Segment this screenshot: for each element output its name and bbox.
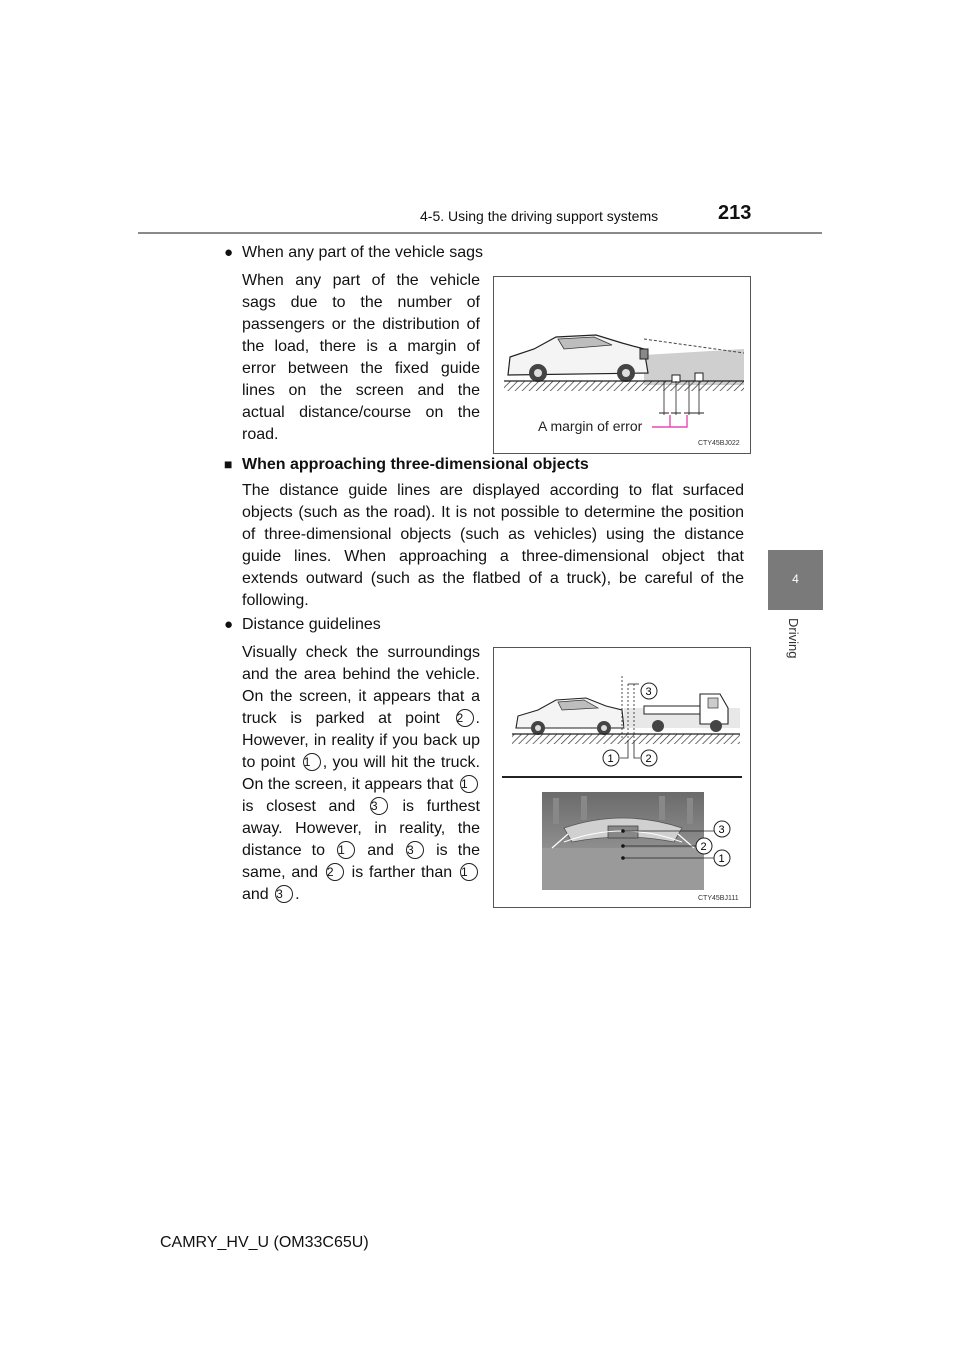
- sag-paragraph: When any part of the vehicle sags due to the number of passengers or the distribution of the load, there is a margin of error between the fixed guide lines on the screen and the actual distance/course on the road.: [242, 272, 480, 443]
- sag-figure-label: A margin of error: [538, 418, 643, 434]
- guidelines-text-5: is furthest away. However, in reality, the distance to: [242, 798, 481, 859]
- objects-paragraph: The distance guide lines are displayed according to flat surfaced objects (such as the road). It is not possible to determine the position of three-dimensional objects (such as vehicles) using the distance guide lines. When approaching a three-dimensional object that extends outward (such as the flatbed of a truck), be careful of the following.: [242, 482, 744, 609]
- marker-2: 2: [326, 863, 344, 881]
- marker-3: 3: [275, 885, 293, 903]
- bullet-dot-icon: ●: [224, 616, 234, 633]
- section-heading: [224, 456, 589, 474]
- guidelines-text-8: is farther than: [351, 864, 453, 881]
- guidelines-text-9: and: [242, 886, 269, 903]
- marker-1: 1: [460, 863, 478, 881]
- guidelines-illustration: [494, 648, 750, 907]
- bullet-guidelines: [224, 614, 381, 636]
- marker-2: 2: [456, 709, 474, 727]
- guidelines-text-10: .: [295, 886, 300, 903]
- sag-figure: [493, 276, 751, 454]
- marker-1: 1: [303, 753, 321, 771]
- section-heading-text: When approaching three-dimensional objects: [242, 456, 589, 473]
- guidelines-text-2: . However, in reality if you back up to point: [242, 710, 480, 771]
- bullet-sag: [224, 242, 483, 264]
- marker-1: 1: [460, 775, 478, 793]
- guidelines-figure: [493, 647, 751, 908]
- guidelines-paragraph: [242, 642, 480, 906]
- fig-label-2: 2: [645, 753, 652, 765]
- bullet-dot-icon: ●: [224, 244, 234, 261]
- guidelines-text-7: is the same, and: [242, 842, 480, 881]
- fig-cam-label-2: 2: [700, 841, 707, 853]
- bullet-guidelines-text: Distance guidelines: [242, 616, 381, 633]
- fig-cam-label-1: 1: [718, 853, 725, 865]
- marker-1: 1: [337, 841, 355, 859]
- sag-illustration: [494, 277, 750, 453]
- fig-label-1: 1: [607, 753, 614, 765]
- bullet-sag-text: When any part of the vehicle sags: [242, 244, 484, 261]
- chapter-tab-number: 4: [792, 572, 799, 586]
- section-title: 4-5. Using the driving support systems: [420, 208, 659, 224]
- footer-model: CAMRY_HV_U (OM33C65U): [160, 1234, 369, 1251]
- guidelines-text-4: is closest and: [242, 798, 356, 815]
- guidelines-text-1: Visually check the surroundings and the area behind the vehicle. On the screen, it appears that a truck is parked at point: [242, 644, 480, 727]
- marker-3: 3: [406, 841, 424, 859]
- chapter-tab-label: Driving: [786, 618, 801, 659]
- marker-3: 3: [370, 797, 388, 815]
- square-bullet-icon: ■: [224, 456, 233, 472]
- sag-figure-code: CTY45BJ022: [698, 440, 740, 447]
- header-rule: [138, 232, 822, 234]
- guidelines-text-6: and: [367, 842, 394, 859]
- page-number: 213: [718, 202, 752, 224]
- guidelines-figure-code: CTY45BJ111: [698, 895, 739, 902]
- guidelines-text-3: , you will hit the truck. On the screen, it appears that: [242, 754, 480, 793]
- fig-cam-label-3: 3: [718, 824, 725, 836]
- fig-label-3: 3: [645, 686, 652, 698]
